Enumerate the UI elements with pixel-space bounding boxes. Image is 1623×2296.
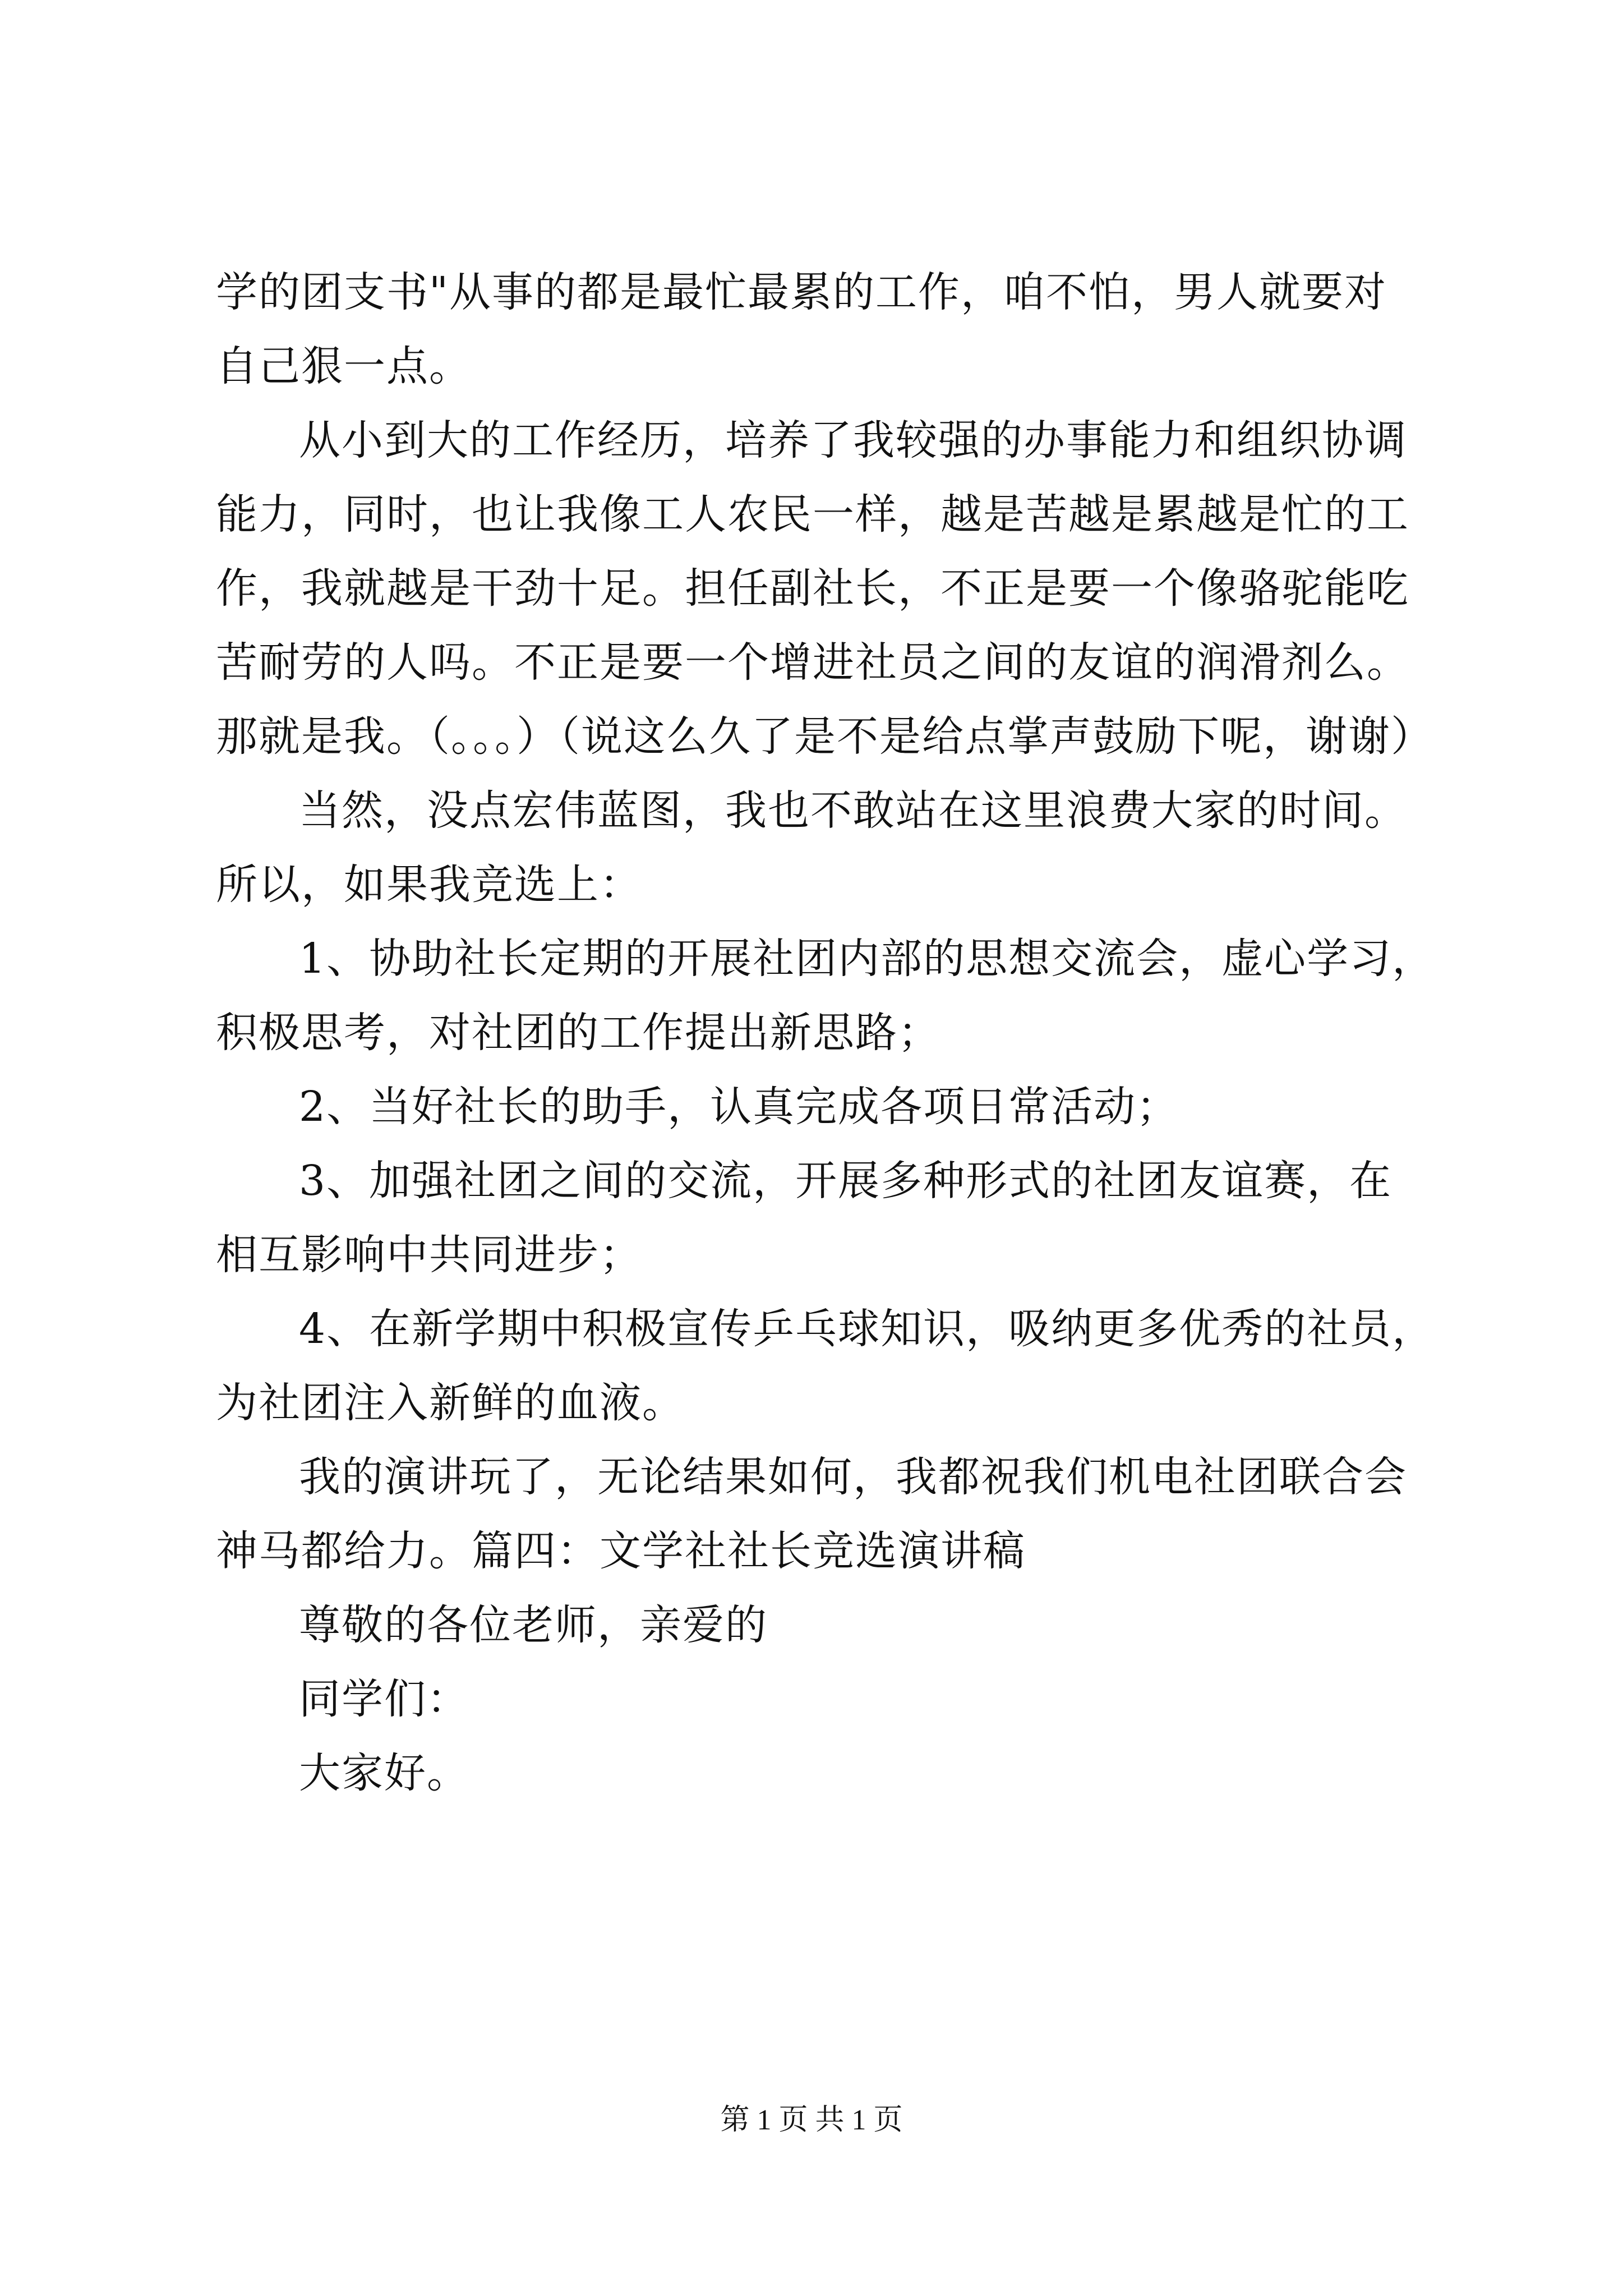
salutation-line: 尊敬的各位老师，亲爱的 <box>299 1601 768 1649</box>
greeting-line: 大家好。 <box>299 1749 469 1797</box>
text-line: 积极思考，对社团的工作提出新思路； <box>216 1009 940 1057</box>
document-body <box>216 255 1435 1810</box>
text-line: 自己狠一点。 <box>216 342 472 390</box>
text-line: 所以，如果我竞选上： <box>216 861 642 909</box>
text-line: 从小到大的工作经历，培养了我较强的办事能力和组织协调 <box>299 416 1407 464</box>
list-item-2: 2、当好社长的助手，认真完成各项日常活动； <box>299 1083 1179 1131</box>
text-line: 为社团注入新鲜的血液。 <box>216 1379 685 1427</box>
text-line: 相互影响中共同进步； <box>216 1231 642 1279</box>
text-line: 能力，同时，也让我像工人农民一样，越是苦越是累越是忙的工 <box>216 490 1409 539</box>
text-line: 当然，没点宏伟蓝图，我也不敢站在这里浪费大家的时间。 <box>299 786 1407 835</box>
list-item-1: 1、协助社长定期的开展社团内部的思想交流会，虚心学习， <box>299 935 1435 983</box>
list-item-4: 4、在新学期中积极宣传乒乓球知识，吸纳更多优秀的社员， <box>299 1305 1435 1353</box>
text-line: 作，我就越是干劲十足。担任副社长，不正是要一个像骆驼能吃 <box>216 564 1409 613</box>
page-number-footer: 第 1 页 共 1 页 <box>720 2104 903 2136</box>
list-item-3: 3、加强社团之间的交流，开展多种形式的社团友谊赛，在 <box>299 1157 1393 1205</box>
text-line: 苦耐劳的人吗。不正是要一个增进社员之间的友谊的润滑剂么。 <box>216 638 1409 687</box>
text-line: 我的演讲玩了，无论结果如何，我都祝我们机电社团联合会 <box>299 1453 1407 1501</box>
section-heading-line: 神马都给力。篇四：文学社社长竞选演讲稿 <box>216 1527 1026 1575</box>
salutation-line: 同学们： <box>299 1675 469 1723</box>
text-line: 那就是我。（。。。）（说这么久了是不是给点掌声鼓励下呢，谢谢） <box>216 712 1433 761</box>
text-line: 学的团支书"从事的都是最忙最累的工作，咱不怕，男人就要对 <box>216 268 1387 316</box>
